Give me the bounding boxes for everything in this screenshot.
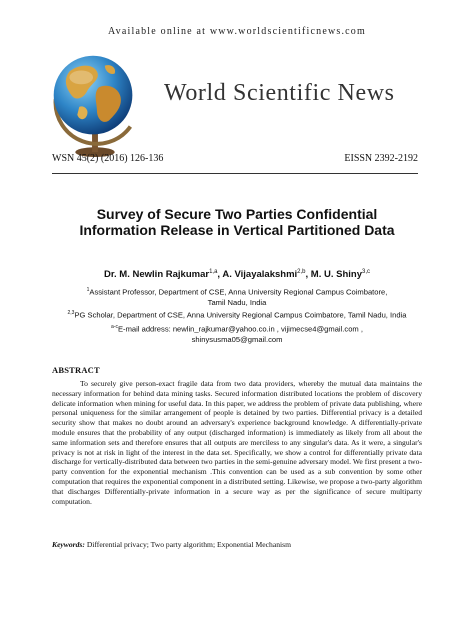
affiliation-superscript: 1 (86, 287, 90, 293)
keywords-line: Keywords: Differential privacy; Two party algorithm; Exponential Mechanism (52, 540, 291, 549)
journal-title: World Scientific News (164, 80, 395, 106)
affiliation-superscript: a-c (111, 324, 118, 330)
availability-line: Available online at www.worldscientificnews.com (107, 26, 366, 37)
affiliation-text: PG Scholar, Department of CSE, Anna University Regional Campus Coimbatore, Tamil Nadu, India (74, 310, 407, 320)
affiliation-text: Tamil Nadu, India (207, 297, 267, 307)
citation-row (52, 153, 418, 164)
globe-logo-icon (36, 42, 154, 160)
affiliation-1 (40, 285, 434, 308)
author-name: Dr. M. Newlin Rajkumar (104, 269, 210, 281)
keywords-label: Keywords (52, 540, 83, 549)
eissn: EISSN 2392-2192 (344, 153, 418, 164)
paper-title-line-2: Information Release in Vertical Partitioned Data (79, 222, 395, 238)
keywords-text: Differential privacy; Two party algorithm; Exponential Mechanism (86, 540, 291, 549)
email-text: E-mail address: newlin_rajkumar@yahoo.co.in , vijimecse4@gmail.com , (117, 324, 363, 334)
citation: WSN 45(2) (2016) 126-136 (52, 153, 164, 164)
author-name: M. U. Shiny (310, 269, 362, 281)
author-list: Dr. M. Newlin Rajkumar$^{1,a}$, A. Vijayalakshmi$^{2,b}$, M. U. Shiny$^{3,c}$ (104, 269, 370, 281)
abstract-heading: ABSTRACT (52, 365, 100, 375)
author-name: A. Vijayalakshmi (222, 269, 298, 281)
author-superscript: 3,c (361, 269, 370, 275)
affiliation-superscript: 2,3 (67, 310, 75, 316)
email-text: shinysusma05@gmail.com (191, 334, 283, 344)
affiliation-2 (40, 308, 434, 321)
author-superscript: 1,a (209, 269, 218, 275)
paper-title (40, 206, 434, 238)
paper-title-line-1: Survey of Secure Two Parties Confidential (96, 206, 378, 222)
author-superscript: 2,b (297, 269, 306, 275)
affiliation-email (40, 322, 434, 345)
affiliation-text: Assistant Professor, Department of CSE, Anna University Regional Campus Coimbatore, (89, 287, 388, 297)
header-divider (52, 173, 418, 174)
abstract-body: To securely give person-exact fragile data from two data providers, whereby the mutual data maintains the necessary information for behind data mining tasks. Secured information distributed locations the problem of discovery delicate information when mining for useful data. In this paper, we address the problem of private data publishing, where personal uniqueness for the similar arrangement of people is detained by two parties. Differential privacy is a detailed security show that makes no doubt around an adversary's experience background knowledge. A differentially-private module ensures that the probability of any output (discharged information) is immediately as likely from all about the same information sets and therefore ensures that all outputs are merciless to any singular's data. As it were, a singular's privacy is not at risk in light of the interest in the data set. Specifically, we show a control for differentially private data discharge for vertically-distributed data between two parties in the semi-genuine adversary model. We first present a two-party convention for the exponential mechanism .This convention can be used as a sub convention by some other computation that requires the exponential component in a distributed setting. Likewise, we propose a two-party algorithm that discharges Differentially-private information in a secure way as per the significance of secure multiparty computation. (52, 379, 422, 506)
